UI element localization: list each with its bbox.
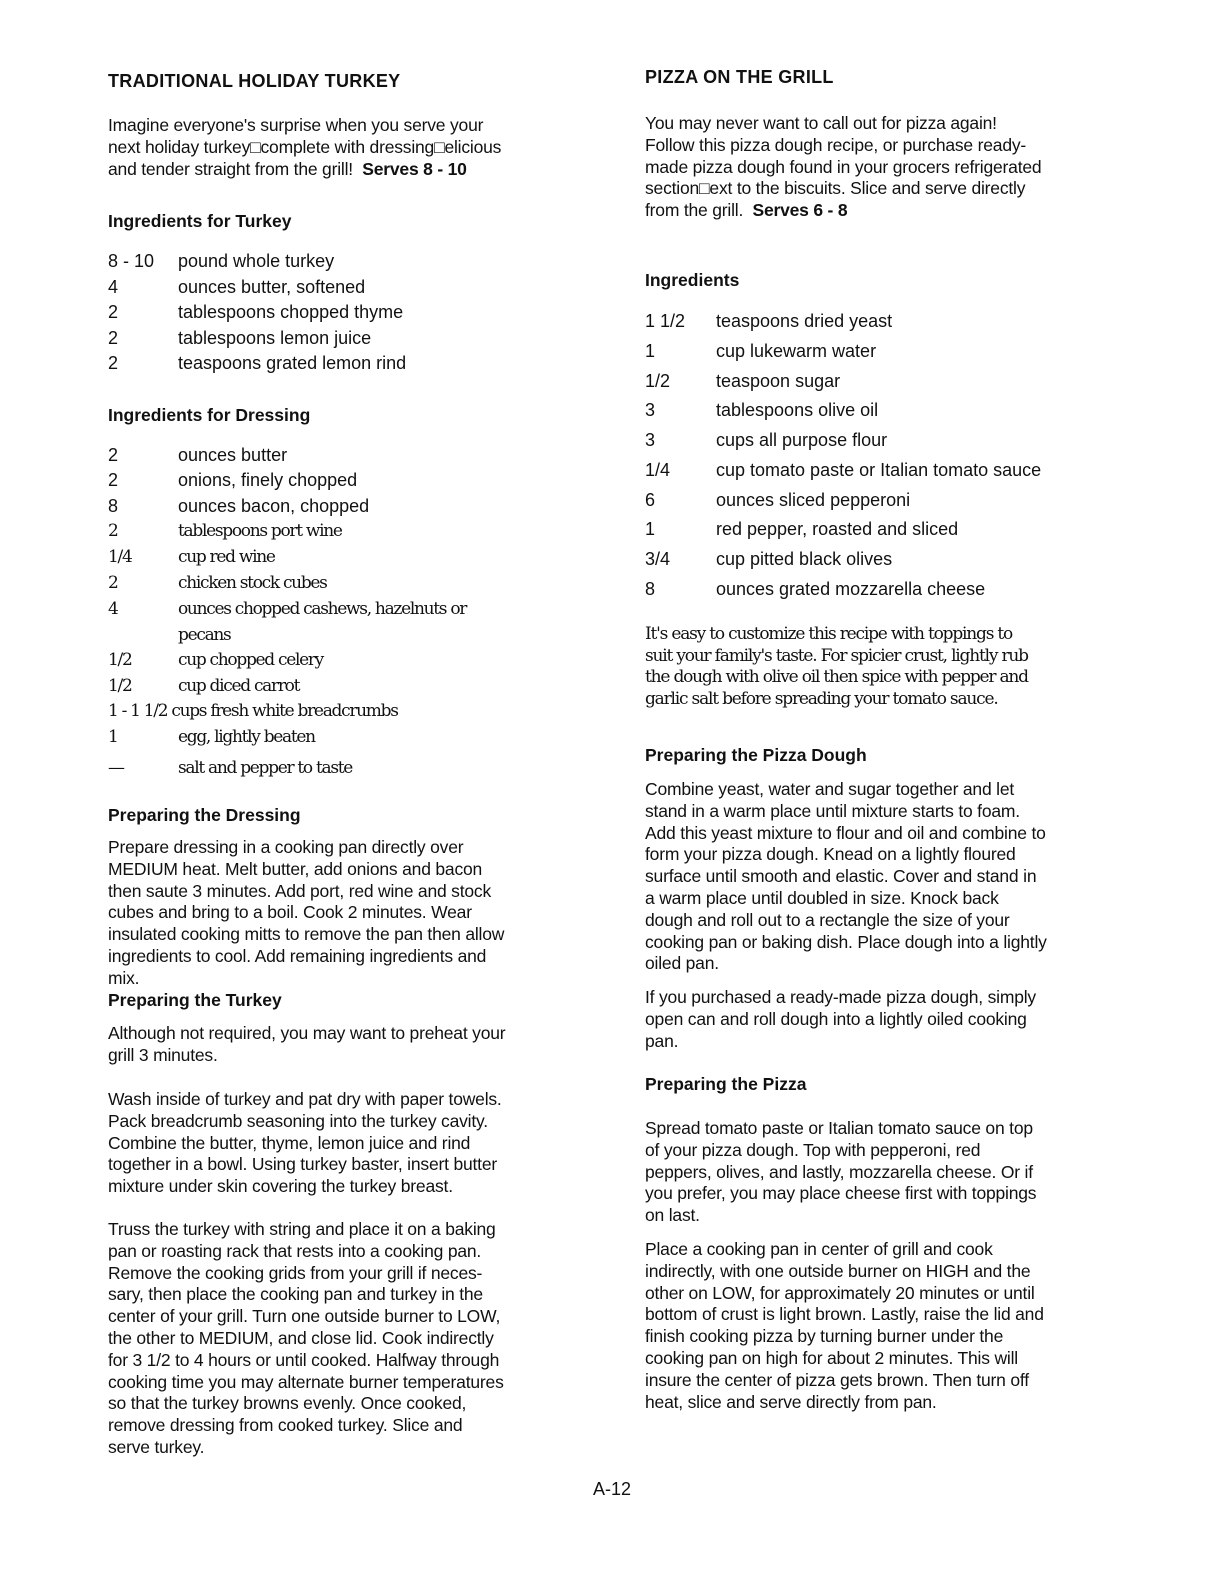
ingredient-quantity: 4: [108, 277, 119, 297]
ingredient-item: ounces sliced pepperoni: [716, 490, 911, 510]
turkey-recipe-title: TRADITIONAL HOLIDAY TURKEY: [108, 71, 401, 91]
ingredient-quantity: 3: [645, 430, 656, 450]
prep-turkey-para-3: Truss the turkey with string and place it on a baking pan or roasting rack that rests into a cooking pan. Remove the cooking grids from your grill if neces- sary, then place the cooking pan and turkey in the center of your grill. Turn one outside burner to LOW, the other to MEDIUM, and close lid. Cook indirectly for 3 1/2 to 4 hours or until cooked. Halfway through cooking time you may alternate burner temperatures so that the turkey browns evenly. Once cooked, remove dressing from cooked turkey. Slice and serve turkey.: [108, 1219, 504, 1457]
ingredient-quantity: 3/4: [645, 549, 671, 569]
ingredient-item: salt and pepper to taste: [178, 758, 353, 778]
ingredient-item: cup tomato paste or Italian tomato sauce: [716, 460, 1042, 480]
ingredient-item: ounces grated mozzarella cheese: [716, 579, 986, 599]
prep-pizza-para-2: Place a cooking pan in center of grill and cook indirectly, with one outside burner on HIGH and the other on LOW, for approximately 20 minutes or until bottom of crust is light brown. Lastly, raise the lid and finish cooking pizza by turning burner under the cooking pan on high for about 2 minutes. This will insure the center of pizza gets brown. Then turn off heat, slice and serve directly from pan.: [645, 1239, 1044, 1412]
ingredient-item: chicken stock cubes: [178, 573, 327, 593]
pizza-dough-para-2: If you purchased a ready-made pizza dough, simply open can and roll dough into a lightly oiled cooking pan.: [645, 987, 1036, 1051]
ingredient-item: cup lukewarm water: [716, 341, 877, 361]
ingredient-quantity: 2: [108, 573, 118, 593]
prep-turkey-para-1: Although not required, you may want to preheat your grill 3 minutes.: [108, 1023, 506, 1065]
ingredient-quantity: 2: [108, 470, 119, 490]
prep-turkey-para-2: Wash inside of turkey and pat dry with paper towels. Pack breadcrumb seasoning into the turkey cavity. Combine the butter, thyme, lemon juice and rind together in a bowl. Using turkey baster, insert butter mixture under skin covering the turkey breast.: [108, 1089, 502, 1197]
ingredient-quantity: —: [108, 758, 124, 778]
ingredient-item: cups all purpose flour: [716, 430, 888, 450]
ingredient-quantity: 2: [108, 445, 119, 465]
turkey-serves: Serves 8 - 10: [362, 158, 467, 179]
turkey-intro: [108, 115, 588, 180]
ingredient-quantity: 1: [645, 519, 656, 539]
ingredient-item: teaspoons grated lemon rind: [178, 353, 407, 373]
ingredient-quantity: 1: [108, 727, 118, 747]
prep-pizza-heading: Preparing the Pizza: [645, 1074, 807, 1094]
prep-turkey-heading: Preparing the Turkey: [108, 990, 282, 1010]
turkey-intro-text: Imagine everyone's surprise when you serve your next holiday turkey□complete with dressing□elicious and tender straight from the grill!: [108, 115, 502, 179]
ingredient-item: cup red wine: [178, 547, 275, 567]
prep-dressing-text: Prepare dressing in a cooking pan directly over MEDIUM heat. Melt butter, add onions and bacon then saute 3 minutes. Add port, red wine and stock cubes and bring to a boil. Cook 2 minutes. Wear insulated cooking mitts to remove the pan then allow ingredients to cool. Add remaining ingredients and mix.: [108, 837, 505, 988]
ingredient-item: tablespoons lemon juice: [178, 328, 372, 348]
ingredient-quantity: 1/2: [108, 676, 132, 696]
ingredient-item: tablespoons chopped thyme: [178, 302, 404, 322]
pizza-dough-para-1: Combine yeast, water and sugar together and let stand in a warm place until mixture starts to foam. Add this yeast mixture to flour and oil and combine to form your pizza dough. Knead on a lightly floured surface until smooth and elastic. Cover and stand in a warm place until doubled in size. Knock back dough and roll out to a rectangle the size of your cooking pan or baking dish. Place dough into a lightly oiled pan.: [645, 779, 1047, 974]
dressing-ingredients-heading: Ingredients for Dressing: [108, 405, 311, 425]
ingredient-item: ounces chopped cashews, hazelnuts or: [178, 599, 467, 619]
ingredient-item: pecans: [178, 625, 231, 645]
ingredient-quantity: 4: [108, 599, 118, 619]
ingredient-item: onions, finely chopped: [178, 470, 358, 490]
ingredient-item: egg, lightly beaten: [178, 727, 315, 747]
ingredient-item: ounces butter, softened: [178, 277, 366, 297]
ingredient-item: cup diced carrot: [178, 676, 300, 696]
ingredient-item: tablespoons olive oil: [716, 400, 879, 420]
turkey-ingredients-heading: Ingredients for Turkey: [108, 211, 292, 231]
ingredient-item: red pepper, roasted and sliced: [716, 519, 959, 539]
page-number: A-12: [592, 1479, 632, 1499]
ingredient-item: ounces butter: [178, 445, 288, 465]
ingredient-quantity: 8 - 10: [108, 251, 155, 271]
ingredient-quantity: 2: [108, 521, 118, 541]
ingredient-item: tablespoons port wine: [178, 521, 342, 541]
ingredient-item: teaspoons dried yeast: [716, 311, 893, 331]
ingredient-quantity: 2: [108, 353, 119, 373]
ingredient-quantity: 1/4: [108, 547, 132, 567]
ingredient-item: pound whole turkey: [178, 251, 335, 271]
ingredient-quantity: 3: [645, 400, 656, 420]
ingredient-quantity: 8: [108, 496, 119, 516]
pizza-recipe-title: PIZZA ON THE GRILL: [645, 67, 834, 87]
pizza-tip: It's easy to customize this recipe with toppings to suit your family's taste. For spicier crust, lightly rub the dough with olive oil then spice with pepper and garlic salt before spreading your tomato sauce.: [645, 624, 1028, 709]
pizza-serves: Serves 6 - 8: [752, 200, 848, 221]
pizza-intro: [645, 113, 1125, 222]
ingredient-quantity: 1 1/2: [645, 311, 686, 331]
ingredient-quantity: 6: [645, 490, 656, 510]
ingredient-item: 1 - 1 1/2 cups fresh white breadcrumbs: [108, 701, 398, 721]
ingredient-item: teaspoon sugar: [716, 371, 841, 391]
ingredient-quantity: 1/4: [645, 460, 671, 480]
pizza-dough-heading: Preparing the Pizza Dough: [645, 745, 867, 765]
prep-pizza-para-1: Spread tomato paste or Italian tomato sauce on top of your pizza dough. Top with pepperoni, red peppers, olives, and lastly, mozzarella cheese. Or if you prefer, you may place cheese first with toppings on last.: [645, 1118, 1037, 1226]
ingredient-quantity: 2: [108, 328, 119, 348]
ingredient-quantity: 8: [645, 579, 656, 599]
ingredient-quantity: 1/2: [645, 371, 671, 391]
pizza-ingredients-heading: Ingredients: [645, 270, 740, 290]
prep-dressing-heading: Preparing the Dressing: [108, 805, 301, 825]
ingredient-quantity: 1: [645, 341, 656, 361]
pizza-intro-text: You may never want to call out for pizza again! Follow this pizza dough recipe, or purchase ready- made pizza dough found in your grocers refrigerated section□ext to the biscuits. Slice and serve directly from the grill.: [645, 113, 1042, 221]
ingredient-item: cup pitted black olives: [716, 549, 893, 569]
ingredient-quantity: 1/2: [108, 650, 132, 670]
ingredient-item: cup chopped celery: [178, 650, 323, 670]
ingredient-quantity: 2: [108, 302, 119, 322]
ingredient-item: ounces bacon, chopped: [178, 496, 370, 516]
